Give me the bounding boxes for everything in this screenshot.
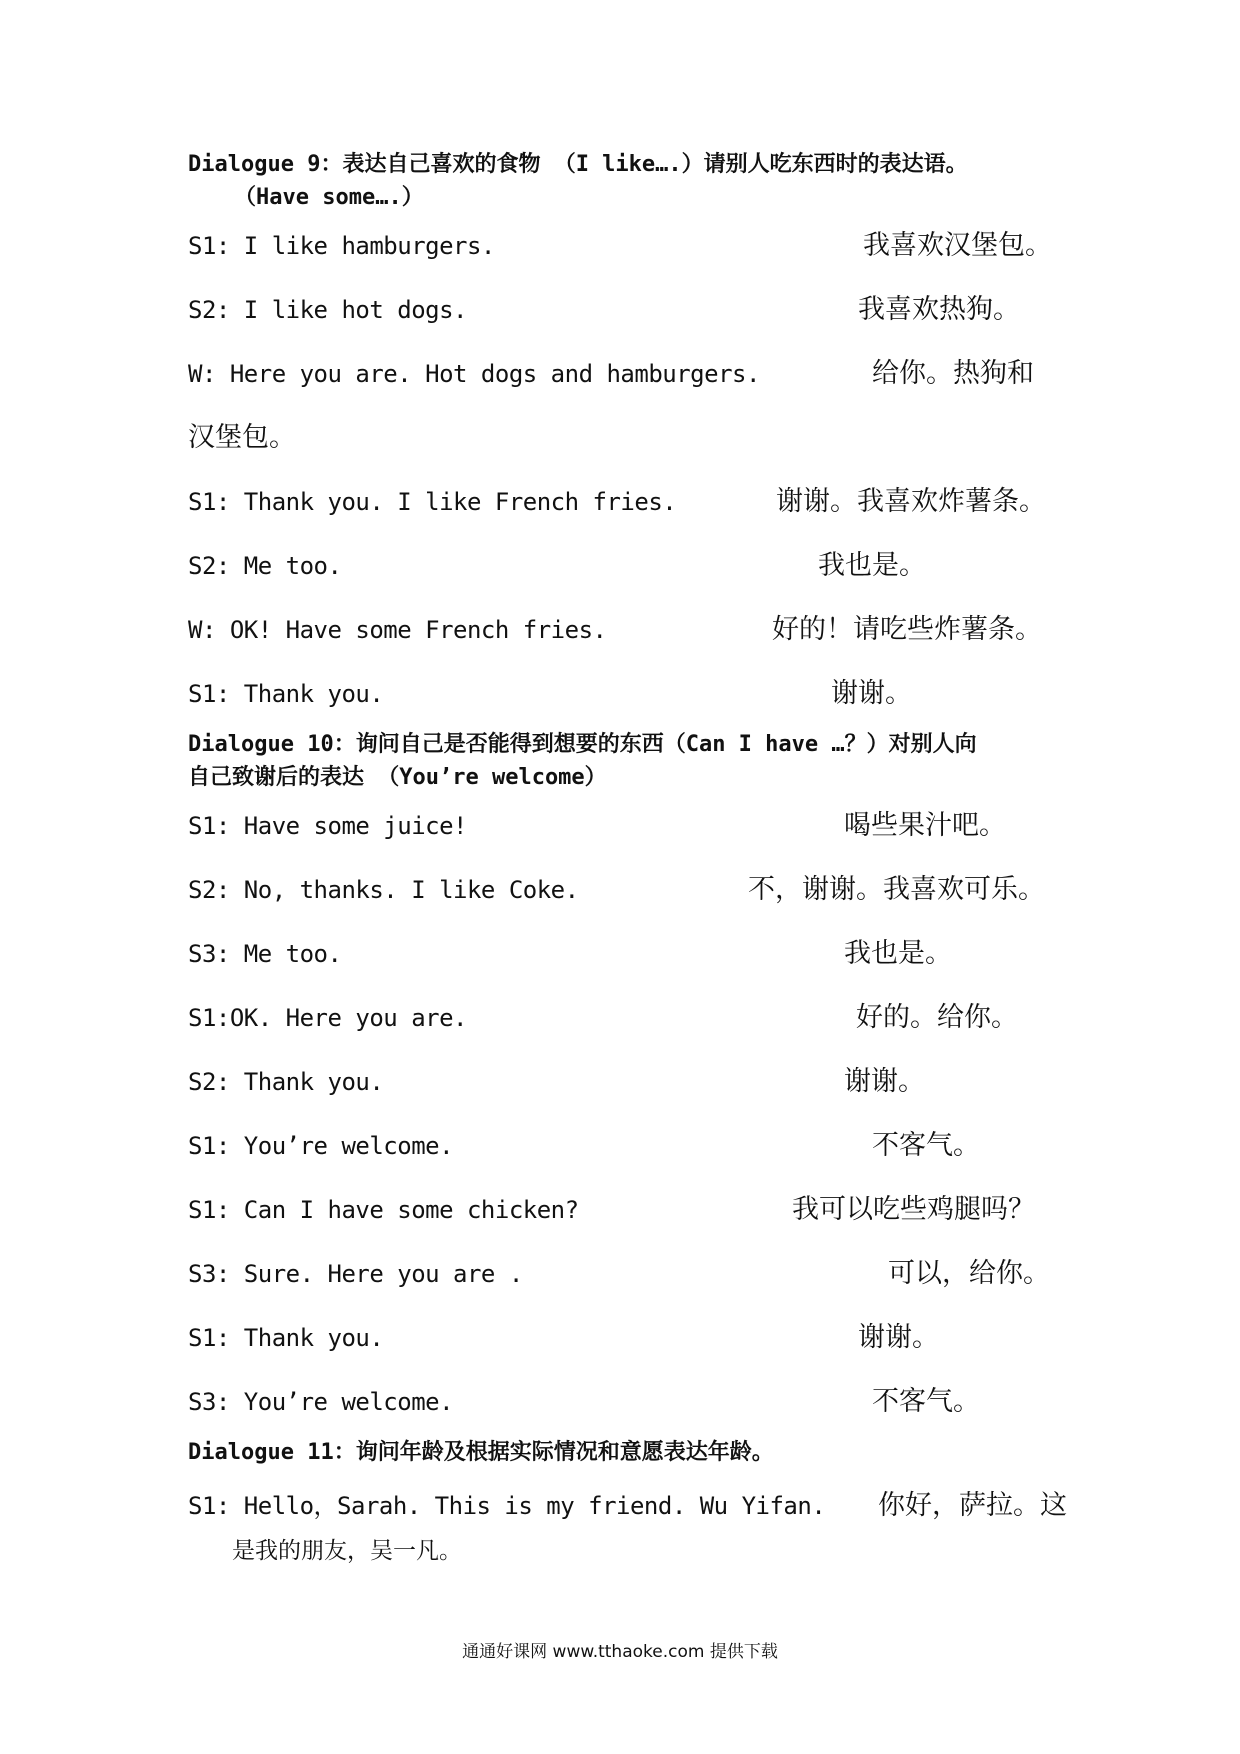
dialogue-line [188, 934, 1068, 974]
chinese-line: 好的。给你。 [856, 1002, 1018, 1033]
chinese-line: 不客气。 [872, 1130, 980, 1161]
dialogue-line [188, 1318, 1068, 1358]
dialogue-line [188, 482, 1068, 522]
dialogue-line [188, 610, 1068, 650]
chinese-line: 不，谢谢。我喜欢可乐。 [748, 874, 1045, 905]
dialogue-9-heading-line2: （Have some….） [234, 185, 424, 210]
chinese-line: 谢谢。 [858, 1322, 939, 1353]
english-line: S1: Thank you. [188, 680, 384, 708]
page-footer: 通通好课网 www.tthaoke.com 提供下载 [462, 1642, 778, 1662]
chinese-line: 我喜欢汉堡包。 [863, 230, 1052, 261]
dialogue-line [188, 1190, 1068, 1230]
dialogue-11-heading-line1: Dialogue 11：询问年龄及根据实际情况和意愿表达年龄。 [188, 1440, 774, 1465]
chinese-line: 我也是。 [818, 550, 926, 581]
english-line: S2: Me too. [188, 552, 342, 580]
english-line: S3: Me too. [188, 940, 342, 968]
chinese-line: 我喜欢热狗。 [858, 294, 1020, 325]
dialogue-9-heading [188, 148, 1088, 214]
chinese-line: 喝些果汁吧。 [844, 810, 1006, 841]
dialogue-11-heading [188, 1436, 1088, 1469]
chinese-line: 谢谢。 [831, 678, 912, 709]
chinese-line: 可以，给你。 [888, 1258, 1050, 1289]
dialogue-line [188, 806, 1068, 846]
dialogue-line [188, 1486, 1068, 1526]
dialogue-line [188, 546, 1068, 586]
chinese-line: 不客气。 [872, 1386, 980, 1417]
dialogue-10-heading-line2: 自己致谢后的表达 （You’re welcome） [188, 765, 607, 790]
dialogue-line [188, 1254, 1068, 1294]
wrapped-line: 汉堡包。 [188, 422, 296, 453]
dialogue-line [188, 354, 1068, 394]
english-line: S1:OK. Here you are. [188, 1004, 467, 1032]
chinese-line: 我也是。 [844, 938, 952, 969]
chinese-line: 你好，萨拉。这 [878, 1490, 1067, 1521]
dialogue-line [188, 674, 1068, 714]
english-line: S2: I like hot dogs. [188, 296, 467, 324]
chinese-line: 给你。热狗和 [872, 358, 1034, 389]
dialogue-line [188, 1062, 1068, 1102]
dialogue-line [188, 1382, 1068, 1422]
english-line: S2: Thank you. [188, 1068, 384, 1096]
english-line: S1: Can I have some chicken? [188, 1196, 579, 1224]
english-line: S2: No, thanks. I like Coke. [188, 876, 579, 904]
english-line: S1: Have some juice! [188, 812, 467, 840]
english-line: S1: Thank you. I like French fries. [188, 488, 677, 516]
english-line: S3: You’re welcome. [188, 1388, 454, 1416]
english-line: S1: Hello，Sarah. This is my friend. Wu Yifan. [188, 1492, 826, 1520]
wrapped-line: 是我的朋友，吴一凡。 [232, 1538, 462, 1564]
dialogue-10-heading [188, 728, 1088, 794]
english-line: W: Here you are. Hot dogs and hamburgers. [188, 360, 760, 388]
english-line: S1: You’re welcome. [188, 1132, 454, 1160]
dialogue-line [188, 1126, 1068, 1166]
chinese-line: 谢谢。我喜欢炸薯条。 [776, 486, 1046, 517]
english-line: W: OK! Have some French fries. [188, 616, 607, 644]
dialogue-10-heading-line1: Dialogue 10：询问自己是否能得到想要的东西（Can I have …？）对别人向 [188, 732, 977, 757]
chinese-line: 好的！请吃些炸薯条。 [772, 614, 1042, 645]
chinese-line: 我可以吃些鸡腿吗？ [792, 1194, 1035, 1225]
english-line: S3: Sure. Here you are . [188, 1260, 523, 1288]
english-line: S1: Thank you. [188, 1324, 384, 1352]
dialogue-line [188, 226, 1068, 266]
dialogue-line [188, 998, 1068, 1038]
english-line: S1: I like hamburgers. [188, 232, 495, 260]
dialogue-9-heading-line1: Dialogue 9：表达自己喜欢的食物 （I like….）请别人吃东西时的表达语。 [188, 152, 968, 177]
dialogue-line [188, 870, 1068, 910]
dialogue-line [188, 290, 1068, 330]
chinese-line: 谢谢。 [844, 1066, 925, 1097]
